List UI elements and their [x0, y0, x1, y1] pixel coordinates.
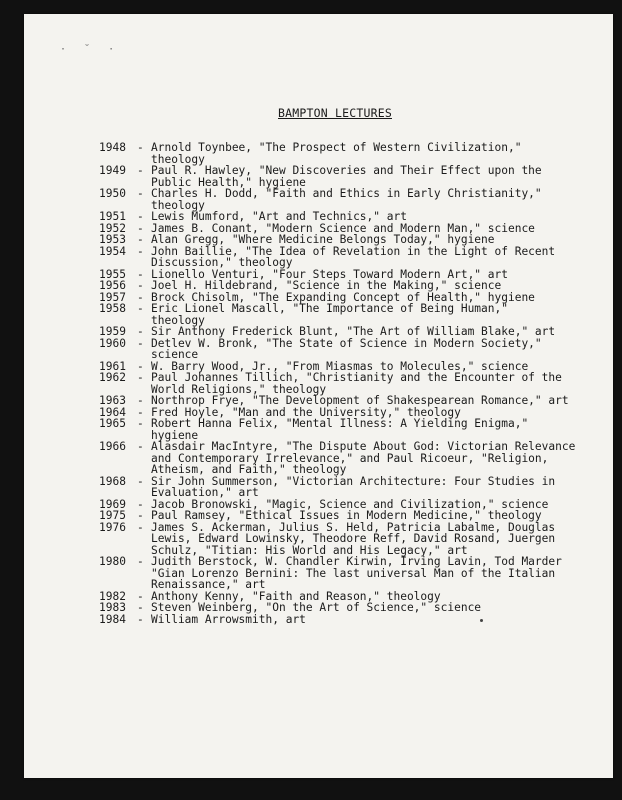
lecture-entry [99, 441, 609, 476]
entry-separator: - [137, 210, 144, 223]
entry-separator: - [137, 244, 144, 258]
lecture-entry [99, 476, 609, 499]
lecture-description: Jacob Bronowski, "Magic, Science and Civilization," science [151, 497, 549, 511]
entry-separator: - [137, 394, 144, 407]
lecture-year: 1953 [99, 233, 126, 246]
lecture-year: 1964 [99, 405, 126, 419]
lecture-entry [99, 280, 609, 292]
lecture-year: 1966 [99, 440, 126, 453]
lecture-description: Arnold Toynbee, "The Prospect of Western Civilization," theology [151, 141, 522, 166]
lecture-year: 1959 [99, 325, 126, 338]
lecture-entry [99, 614, 609, 626]
lecture-description: Steven Weinberg, "On the Art of Science," science [151, 601, 482, 614]
lecture-description: Anthony Kenny, "Faith and Reason," theology [151, 589, 441, 603]
lecture-year: 1980 [99, 555, 126, 568]
lecture-year: 1950 [99, 187, 126, 200]
lecture-year: 1952 [99, 221, 126, 235]
lecture-description: Paul R. Hawley, "New Discoveries and Their Effect upon the Public Health," hygiene [151, 164, 542, 189]
lecture-description: Robert Hanna Felix, "Mental Illness: A Yielding Enigma," hygiene [151, 417, 529, 442]
entry-separator: - [137, 371, 144, 384]
entry-separator: - [137, 520, 144, 534]
lecture-entry [99, 303, 609, 326]
lecture-year: 1968 [99, 474, 126, 488]
lecture-description: Alasdair MacIntyre, "The Dispute About God: Victorian Relevance and Contemporary Irrelevance," and Paul Ricoeur, "Religion, Atheism, and Faith," theology [151, 440, 576, 476]
lecture-year: 1960 [99, 336, 126, 350]
lecture-year: 1976 [99, 520, 126, 534]
lecture-year: 1951 [99, 210, 126, 223]
lecture-year: 1949 [99, 164, 126, 177]
page-title: BAMPTON LECTURES [278, 106, 392, 120]
lecture-entry [99, 246, 609, 269]
lecture-year: 1962 [99, 371, 126, 384]
lecture-year: 1948 [99, 141, 126, 154]
lecture-description: James S. Ackerman, Julius S. Held, Patricia Labalme, Douglas Lewis, Edward Lowinsky, Theodore Reff, David Rosand, Juergen Schulz, "Titian: His World and His Legacy," art [151, 520, 556, 557]
entry-separator: - [137, 359, 144, 373]
lecture-description: Lewis Mumford, "Art and Technics," art [151, 210, 407, 223]
entry-separator: - [137, 290, 144, 304]
lecture-entry [99, 165, 609, 188]
entry-separator: - [137, 233, 144, 246]
lecture-entry [99, 234, 609, 246]
lecture-entry [99, 142, 609, 165]
entry-separator: - [137, 187, 144, 200]
lecture-description: Alan Gregg, "Where Medicine Belongs Today," hygiene [151, 233, 495, 246]
lecture-year: 1982 [99, 589, 126, 603]
lecture-entry [99, 395, 609, 407]
lecture-entry [99, 326, 609, 338]
lecture-description: James B. Conant, "Modern Science and Modern Man," science [151, 221, 535, 235]
lecture-description: Paul Johannes Tillich, "Christianity and the Encounter of the World Religions," theology [151, 371, 562, 396]
entry-separator: - [137, 474, 144, 488]
entry-separator: - [137, 141, 144, 154]
entry-separator: - [137, 417, 144, 430]
lecture-year: 1984 [99, 612, 126, 626]
entry-separator: - [137, 555, 144, 568]
lecture-year: 1957 [99, 290, 126, 304]
lecture-entry [99, 418, 609, 441]
entry-separator: - [137, 302, 144, 315]
lecture-description: John Baillie, "The Idea of Revelation in the Light of Recent Discussion," theology [151, 244, 556, 269]
lecture-list [99, 142, 609, 625]
lecture-description: Sir John Summerson, "Victorian Architecture: Four Studies in Evaluation," art [151, 474, 556, 499]
lecture-year: 1961 [99, 359, 126, 373]
lecture-entry [99, 338, 609, 361]
entry-separator: - [137, 405, 144, 419]
lecture-year: 1954 [99, 244, 126, 258]
lecture-year: 1955 [99, 267, 126, 281]
entry-separator: - [137, 589, 144, 603]
ink-dot [480, 619, 483, 622]
lecture-description: Sir Anthony Frederick Blunt, "The Art of William Blake," art [151, 325, 556, 338]
paper-specks: · ˘ · [60, 44, 121, 55]
document-page [24, 14, 613, 778]
lecture-description: Charles H. Dodd, "Faith and Ethics in Early Christianity," theology [151, 187, 542, 212]
lecture-description: William Arrowsmith, art [151, 612, 306, 626]
lecture-year: 1965 [99, 417, 126, 430]
entry-separator: - [137, 221, 144, 235]
lecture-entry [99, 556, 609, 591]
lecture-description: Judith Berstock, W. Chandler Kirwin, Irving Lavin, Tod Marder "Gian Lorenzo Bernini: The last universal Man of the Italian Renaissance," art [151, 555, 562, 591]
lecture-description: Northrop Frye, "The Development of Shakespearean Romance," art [151, 394, 569, 407]
lecture-entry [99, 510, 609, 522]
entry-separator: - [137, 164, 144, 177]
lecture-entry [99, 602, 609, 614]
lecture-year: 1963 [99, 394, 126, 407]
lecture-description: Eric Lionel Mascall, "The Importance of Being Human," theology [151, 302, 508, 327]
entry-separator: - [137, 336, 144, 350]
lecture-description: Paul Ramsey, "Ethical Issues in Modern Medicine," theology [151, 509, 542, 522]
entry-separator: - [137, 279, 144, 292]
entry-separator: - [137, 612, 144, 626]
lecture-entry [99, 211, 609, 223]
entry-separator: - [137, 601, 144, 614]
lecture-year: 1956 [99, 279, 126, 292]
lecture-year: 1969 [99, 497, 126, 511]
lecture-description: W. Barry Wood, Jr., "From Miasmas to Molecules," science [151, 359, 529, 373]
lecture-description: Detlev W. Bronk, "The State of Science in Modern Society," science [151, 336, 542, 361]
entry-separator: - [137, 267, 144, 281]
lecture-entry [99, 188, 609, 211]
entry-separator: - [137, 509, 144, 522]
lecture-entry [99, 372, 609, 395]
lecture-description: Brock Chisolm, "The Expanding Concept of Health," hygiene [151, 290, 535, 304]
lecture-description: Joel H. Hildebrand, "Science in the Making," science [151, 279, 502, 292]
entry-separator: - [137, 497, 144, 511]
lecture-description: Lionello Venturi, "Four Steps Toward Modern Art," art [151, 267, 508, 281]
lecture-year: 1983 [99, 601, 126, 614]
lecture-description: Fred Hoyle, "Man and the University," theology [151, 405, 461, 419]
lecture-year: 1975 [99, 509, 126, 522]
lecture-year: 1958 [99, 302, 126, 315]
entry-separator: - [137, 325, 144, 338]
entry-separator: - [137, 440, 144, 453]
lecture-entry [99, 522, 609, 557]
